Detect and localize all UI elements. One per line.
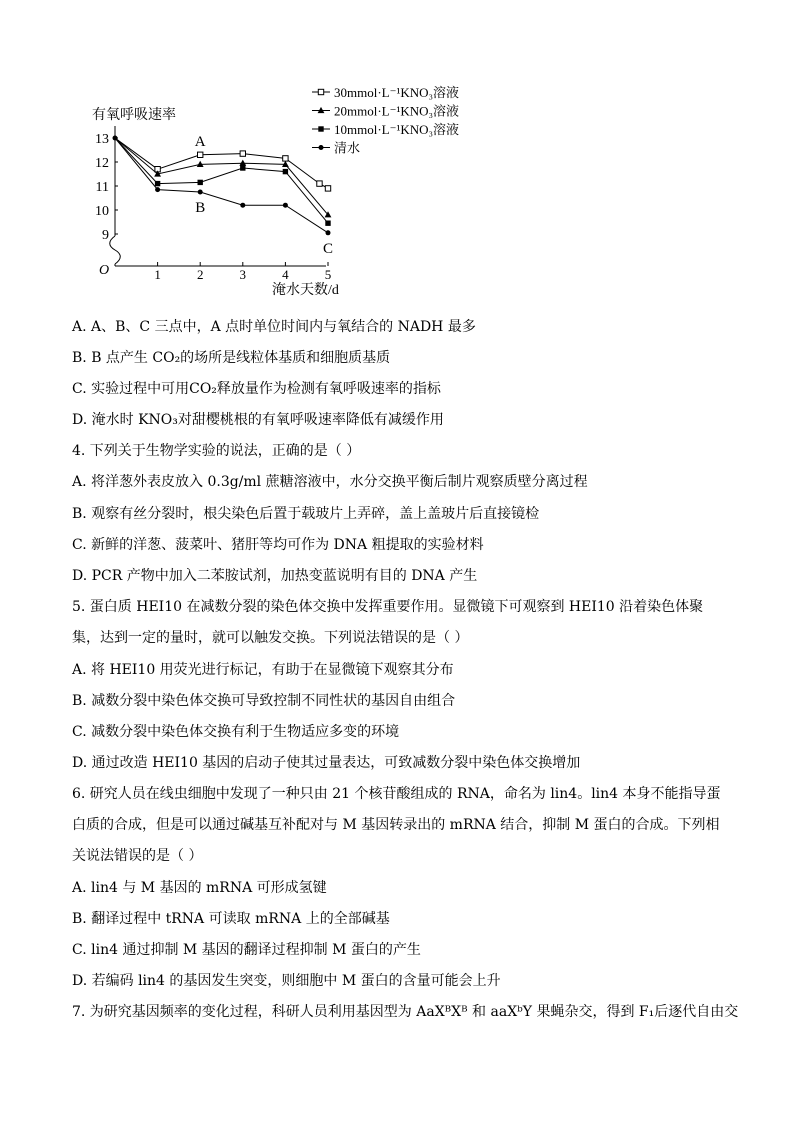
option-5a: A. 将 HEI10 用荧光进行标记，有助于在显微镜下观察其分布 (72, 662, 454, 678)
data-point-dot (283, 203, 288, 208)
question-5: 5. 蛋白质 HEI10 在减数分裂的染色体交换中发挥重要作用。显微镜下可观察到 HEI10 沿着染色体聚集，达到一定的量时，就可以触发交换。下列说法错误的是（ ） (72, 599, 704, 646)
y-axis-label: 有氧呼吸速率 (92, 108, 176, 123)
option-5c: C. 减数分裂中染色体交换有利于生物适应多变的环境 (72, 724, 400, 740)
option-3b: B. B 点产生 CO₂的场所是线粒体基质和细胞质基质 (72, 350, 391, 366)
question-6: 6. 研究人员在线虫细胞中发现了一种只由 21 个核苷酸组成的 RNA，命名为 lin4。lin4 本身不能指导蛋白质的合成，但是可以通过碱基互补配对与 M 基因转录出的 mRNA 结合，抑制 M 蛋白的合成。下列相关说法错误的是（ ） (72, 786, 721, 864)
axis-break-symbol (110, 236, 121, 264)
option-3a: A. A、B、C 三点中，A 点时单位时间内与氧结合的 NADH 最多 (72, 319, 476, 335)
series-2 (115, 138, 331, 226)
option-6b: B. 翻译过程中 tRNA 可读取 mRNA 上的全部碱基 (72, 911, 390, 927)
respiration-rate-chart (86, 78, 486, 300)
data-point-filled-square (283, 169, 288, 174)
option-4c: C. 新鲜的洋葱、菠菜叶、猪肝等均可作为 DNA 粗提取的实验材料 (72, 537, 484, 553)
data-point-open-square (325, 186, 330, 191)
question-4: 4. 下列关于生物学实验的说法，正确的是（ ） (72, 443, 361, 459)
legend-label: 30mmol·L⁻¹KNO₃溶液 (334, 85, 460, 100)
data-point-filled-square (198, 180, 203, 185)
option-5d: D. 通过改造 HEI10 基因的启动子使其过量表达，可致减数分裂中染色体交换增加 (72, 755, 581, 771)
data-point-filled-square (155, 181, 160, 186)
data-point-open-square (283, 156, 288, 161)
data-point-dot (198, 190, 203, 195)
option-4d: D. PCR 产物中加入二苯胺试剂，加热变蓝说明有目的 DNA 产生 (72, 568, 478, 584)
option-6a: A. lin4 与 M 基因的 mRNA 可形成氢键 (72, 880, 327, 896)
series-line (115, 138, 328, 223)
data-point-open-square (240, 151, 245, 156)
data-point-filled-square (318, 126, 323, 131)
option-3c: C. 实验过程中可用CO₂释放量作为检测有氧呼吸速率的指标 (72, 381, 441, 397)
data-point-dot (155, 187, 160, 192)
x-tick-label: 1 (154, 267, 161, 282)
data-point-open-square (317, 181, 322, 186)
option-6d: D. 若编码 lin4 的基因发生突变，则细胞中 M 蛋白的含量可能会上升 (72, 973, 501, 989)
legend-label: 清水 (334, 140, 361, 156)
series-line (115, 138, 328, 233)
x-tick-label: 5 (324, 267, 332, 282)
data-point-filled-square (240, 165, 245, 170)
option-6c: C. lin4 通过抑制 M 基因的翻译过程抑制 M 蛋白的产生 (72, 942, 421, 958)
x-tick-label: 2 (196, 267, 204, 282)
y-tick-label: 9 (102, 228, 109, 243)
y-tick-label: 13 (95, 132, 109, 147)
data-point-filled-square (325, 221, 330, 226)
data-point-dot (240, 203, 245, 208)
option-4b: B. 观察有丝分裂时，根尖染色后置于载玻片上弄碎，盖上盖玻片后直接镜检 (72, 506, 540, 522)
legend-label: 10mmol·L⁻¹KNO₃溶液 (334, 122, 460, 137)
data-point-triangle (239, 160, 246, 166)
x-axis-label: 淹水天数/d (272, 283, 339, 298)
option-4a: A. 将洋葱外表皮放入 0.3g/ml 蔗糖溶液中，水分交换平衡后制片观察质壁分离过程 (72, 474, 588, 490)
y-tick-label: 10 (95, 204, 109, 219)
point-label-c: C (322, 240, 334, 257)
x-tick-label: 4 (282, 267, 289, 282)
data-point-open-square (318, 89, 323, 94)
legend-label: 20mmol·L⁻¹KNO₃溶液 (334, 103, 460, 119)
legend-item-3 (312, 141, 360, 156)
point-label-b: B (195, 200, 206, 216)
option-3d: D. 淹水时 KNO₃对甜樱桃根的有氧呼吸速率降低有减缓作用 (72, 412, 444, 428)
x-tick-label: 3 (239, 267, 247, 282)
point-label-a: A (194, 133, 206, 150)
legend-item-1 (312, 104, 459, 119)
data-point-dot (113, 136, 118, 141)
y-tick-label: 12 (95, 156, 109, 171)
data-point-dot (326, 230, 331, 235)
y-axis (110, 126, 121, 266)
y-tick-label: 11 (95, 180, 109, 195)
series-line (115, 138, 328, 188)
option-5b: B. 减数分裂中染色体交换可导致控制不同性状的基因自由组合 (72, 693, 456, 709)
data-point-dot (319, 145, 324, 150)
origin-label: O (99, 263, 110, 278)
series-0 (115, 138, 331, 191)
legend-item-2 (312, 122, 459, 137)
legend-item-0 (312, 85, 459, 100)
data-point-open-square (198, 152, 203, 157)
question-7: 7. 为研究基因频率的变化过程，科研人员利用基因型为 AaXᴮXᴮ 和 aaXᵇY 果蝇杂交，得到 F₁后逐代自由交 (72, 1004, 739, 1020)
